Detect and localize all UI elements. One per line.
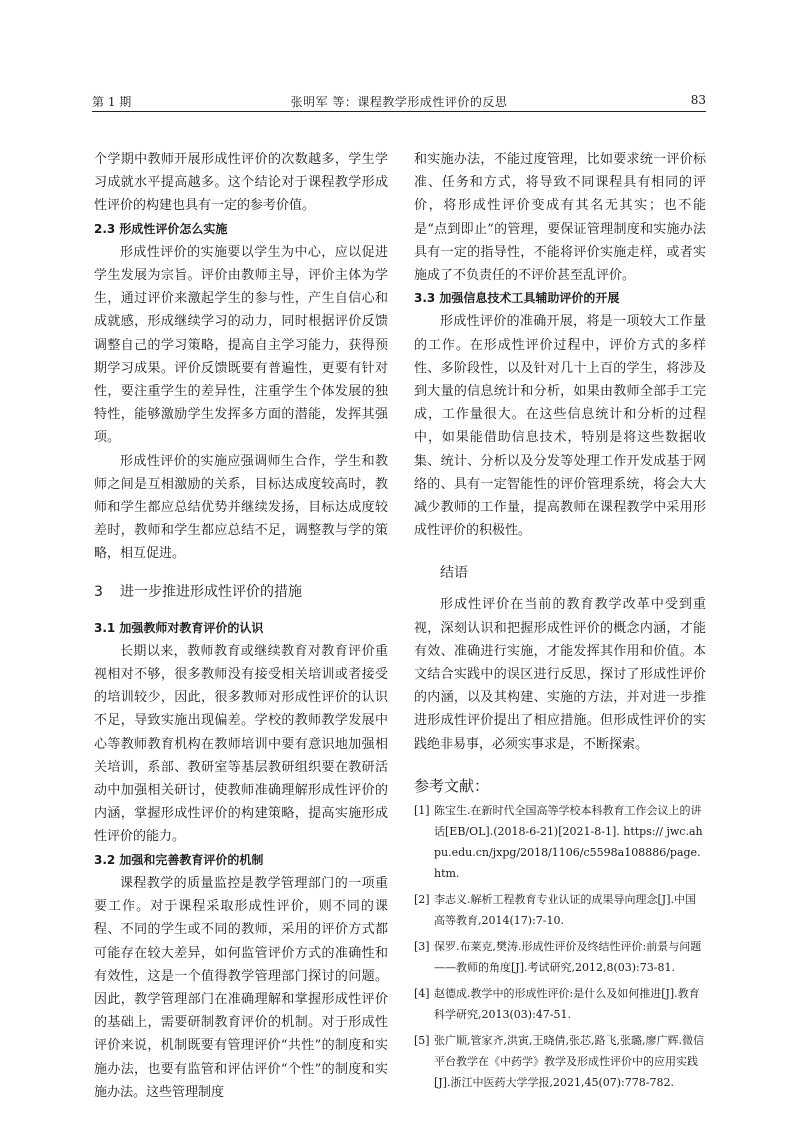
running-title: 张明军 等：课程教学形成性评价的反思: [290, 95, 508, 109]
reference-number: [2]: [414, 892, 430, 906]
reference-number: [1]: [414, 803, 430, 817]
reference-text: 张广顺,管家齐,洪寅,王晓倩,张芯,路飞,张璐,廖广辉.微信平台教学在《中药学》教学及形成性评价中的应用实践[J].浙江中医药大学学报,2021,45(07):778-782.: [434, 1033, 704, 1089]
reference-text: 赵德成.教学中的形成性评价:是什么及如何推进[J].教育科学研究,2013(03):47-51.: [434, 986, 700, 1021]
subsection-heading-3-1: 3.1 加强教师对教育评价的认识: [94, 620, 264, 635]
subsection-heading-3-3: 3.3 加强信息技术工具辅助评价的开展: [414, 291, 620, 306]
running-header: [92, 93, 706, 112]
reference-item: [414, 800, 706, 884]
paragraph: 形成性评价的实施要以学生为中心，应以促进学生发展为宗旨。评价由教师主导，评价主体为学生，通过评价来激起学生的参与性，产生自信心和成就感，形成继续学习的动力，同时根据评价反馈调整自己的学习策略，提高自主学习能力，获得预期学习成果。评价反馈既要有普遍性，更要有针对性，要注重学生的差异性，注重学生个体发展的独特性，能够激励学生发挥多方面的潜能，发挥其强项。: [94, 244, 388, 446]
conclusion-paragraph: 形成性评价在当前的教育教学改革中受到重视，深刻认识和把握形成性评价的概念内涵，才能有效、准确进行实施，才能发挥其作用和价值。本文结合实践中的误区进行反思，探讨了形成性评价的内涵，以及其构建、实施的方法，并对进一步推进形成性评价提出了相应措施。但形成性评价的实践绝非易事，必须实事求是，不断探索。: [414, 597, 706, 752]
right-column: [414, 148, 706, 1098]
reference-item: [414, 889, 706, 931]
section-heading-3: [94, 581, 388, 603]
conclusion-heading: 结语: [440, 565, 468, 582]
subsection-heading-3-2: 3.2 加强和完善教育评价的机制: [94, 852, 264, 867]
paragraph: 形成性评价的准确开展，将是一项较大工作量的工作。在形成性评价过程中，评价方式的多样性、多阶段性，以及针对几十上百的学生，将涉及到大量的信息统计和分析，如果由教师全部手工完成，工作量很大。在这些信息统计和分析的过程中，如果能借助信息技术，特别是将这些数据收集、统计、分析以及分发等处理工作开发成基于网络的、具有一定智能性的评价管理系统，将会大大减少教师的工作量，提高教师在课程教学中采用形成性评价的积极性。: [414, 314, 706, 539]
section-number: 3: [94, 583, 103, 600]
paragraph-continued: 个学期中教师开展形成性评价的次数越多，学生学习成就水平提高越多。这个结论对于课程教学形成性评价的构建也具有一定的参考价值。: [94, 152, 388, 214]
paragraph-continued: 和实施办法，不能过度管理，比如要求统一评价标准、任务和方式，将导致不同课程具有相同的评价，将形成性评价变成有其名无其实；也不能是“点到即止”的管理，要保证管理制度和实施办法具有一定的指导性，不能将评价实施走样，或者实施成了不负责任的不评价甚至乱评价。: [414, 152, 706, 284]
subsection-heading-2-3: 2.3 形成性评价怎么实施: [94, 221, 228, 236]
section-title: 进一步推进形成性评价的措施: [120, 583, 302, 600]
paragraph: 课程教学的质量监控是教学管理部门的一项重要工作。对于课程采取形成性评价，则不同的课程、不同的学生或不同的教师，采用的评价方式都可能存在较大差异，如何监管评价方式的准确性和有效性，这是一个值得教学管理部门探讨的问题。因此，教学管理部门在准确理解和掌握形成性评价的基础上，需要研制教育评价的机制。对于形成性评价来说，机制既要有管理评价“共性”的制度和实施办法，也要有监管和评估评价“个性”的制度和实施办法。这些管理制度: [94, 875, 388, 1100]
paragraph: 长期以来，教师教育或继续教育对教育评价重视相对不够，很多教师没有接受相关培训或者接受的培训较少，因此，很多教师对形成性评价的认识不足，导致实施出现偏差。学校的教师教学发展中心等教师教育机构在教师培训中要有意识地加强相关培训，系部、教研室等基层教研组织要在教研活动中加强相关研讨，使教师准确理解形成性评价的内涵，掌握形成性评价的构建策略，提高实施形成性评价的能力。: [94, 643, 388, 845]
reference-text: 保罗.布莱克,樊涛.形成性评价及终结性评价:前景与问题——教师的角度[J].考试研究,2012,8(03):73-81.: [434, 939, 702, 974]
reference-number: [4]: [414, 986, 430, 1000]
references-heading: 参考文献：: [414, 776, 490, 795]
left-column: [94, 148, 388, 1104]
reference-list: [414, 800, 706, 1093]
journal-issue: 第 1 期: [92, 95, 132, 109]
reference-item: [414, 1030, 706, 1093]
reference-number: [3]: [414, 939, 430, 953]
paragraph: 形成性评价的实施应强调师生合作，学生和教师之间是互相激励的关系，目标达成度较高时，教师和学生都应总结优势并继续发扬，目标达成度较差时，教师和学生都应总结不足，调整教与学的策略，相互促进。: [94, 453, 388, 562]
page-number: 83: [690, 93, 706, 107]
reference-item: [414, 936, 706, 978]
reference-text: 陈宝生.在新时代全国高等学校本科教育工作会议上的讲话[EB/OL].(2018-6-21)[2021-8-1]. https:// jwc.ahpu.edu.cn/jxpg/2018/1106/c5598a108886/page.htm.: [434, 803, 703, 880]
reference-number: [5]: [414, 1033, 430, 1047]
reference-item: [414, 983, 706, 1025]
reference-text: 李志义.解析工程教育专业认证的成果导向理念[J].中国高等教育,2014(17):7-10.: [434, 892, 696, 927]
